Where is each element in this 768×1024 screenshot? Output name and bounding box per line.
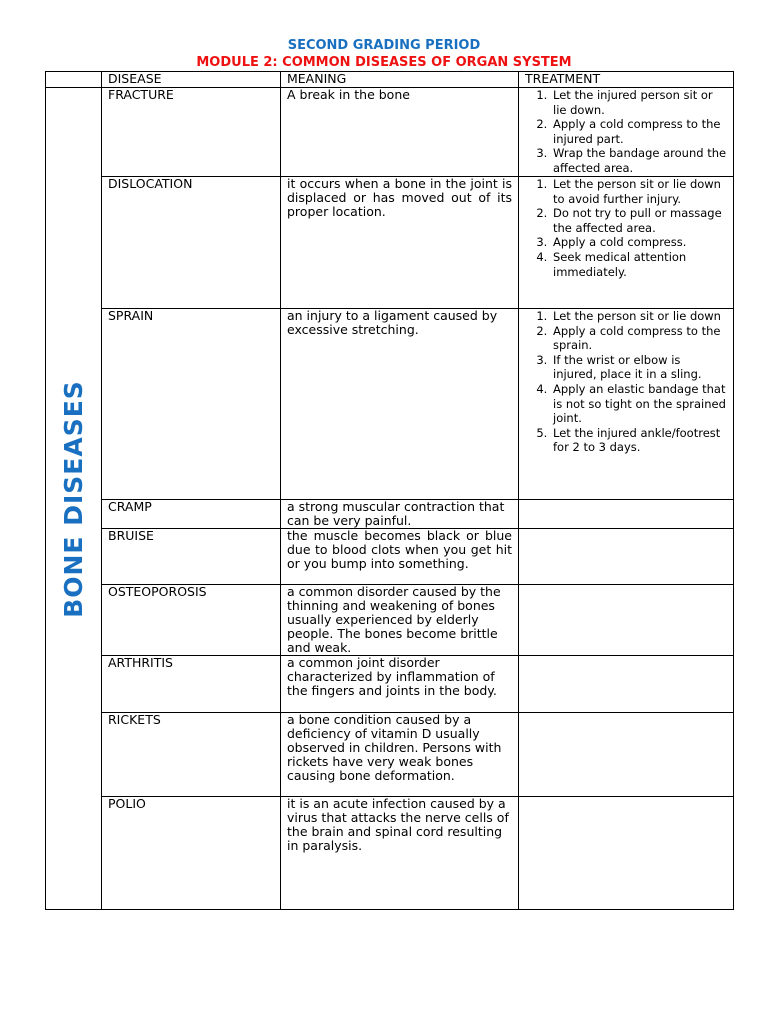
table-row <box>46 177 734 309</box>
treatment-cell <box>519 500 734 529</box>
meaning-cell: a strong muscular contraction that can be very painful. <box>281 500 519 529</box>
bone-diseases-label: BONE DISEASES <box>58 379 88 618</box>
treatment-item: 5. Let the injured ankle/footrest for 2 to 3 days. <box>551 426 727 455</box>
table-row <box>46 529 734 585</box>
table-row <box>46 713 734 797</box>
meaning-cell: the muscle becomes black or blue due to blood clots when you get hit or you bump into something. <box>281 529 519 585</box>
header-treatment: TREATMENT <box>519 72 734 88</box>
table-row <box>46 309 734 500</box>
meaning-cell: an injury to a ligament caused by excessive stretching. <box>281 309 519 500</box>
treatment-list <box>525 309 727 455</box>
table-row <box>46 500 734 529</box>
meaning-cell: it occurs when a bone in the joint is displaced or has moved out of its proper location. <box>281 177 519 309</box>
treatment-list <box>525 177 727 279</box>
disease-cell: DISLOCATION <box>102 177 281 309</box>
disease-cell: BRUISE <box>102 529 281 585</box>
treatment-cell <box>519 177 734 309</box>
treatment-cell <box>519 309 734 500</box>
side-label-cell <box>46 88 102 910</box>
table-row <box>46 656 734 713</box>
treatment-cell <box>519 713 734 797</box>
meaning-cell: a common joint disorder characterized by inflammation of the fingers and joints in the body. <box>281 656 519 713</box>
treatment-item: 4. Apply an elastic bandage that is not so tight on the sprained joint. <box>551 382 727 426</box>
disease-cell: POLIO <box>102 797 281 910</box>
treatment-item: 2. Do not try to pull or massage the affected area. <box>551 206 727 235</box>
header-blank-cell <box>46 72 102 88</box>
disease-cell: CRAMP <box>102 500 281 529</box>
treatment-item: 3. If the wrist or elbow is injured, place it in a sling. <box>551 353 727 382</box>
treatment-item: 3. Wrap the bandage around the affected area. <box>551 146 727 175</box>
table-row <box>46 585 734 656</box>
treatment-cell <box>519 656 734 713</box>
treatment-item: 1. Let the injured person sit or lie down. <box>551 88 727 117</box>
table-row <box>46 88 734 177</box>
disease-cell: FRACTURE <box>102 88 281 177</box>
table-header-row <box>46 72 734 88</box>
meaning-cell: a common disorder caused by the thinning and weakening of bones usually experienced by elderly people. The bones become brittle and weak. <box>281 585 519 656</box>
treatment-list <box>525 88 727 176</box>
treatment-item: 1. Let the person sit or lie down to avoid further injury. <box>551 177 727 206</box>
treatment-cell <box>519 585 734 656</box>
treatment-cell <box>519 88 734 177</box>
treatment-item: 4. Seek medical attention immediately. <box>551 250 727 279</box>
treatment-item: 1. Let the person sit or lie down <box>551 309 727 324</box>
treatment-item: 2. Apply a cold compress to the sprain. <box>551 324 727 353</box>
meaning-cell: a bone condition caused by a deficiency of vitamin D usually observed in children. Persons with rickets have very weak bones causing bone deformation. <box>281 713 519 797</box>
table-row <box>46 797 734 910</box>
treatment-item: 2. Apply a cold compress to the injured part. <box>551 117 727 146</box>
header-disease: DISEASE <box>102 72 281 88</box>
disease-cell: RICKETS <box>102 713 281 797</box>
meaning-cell: A break in the bone <box>281 88 519 177</box>
diseases-table <box>45 71 734 910</box>
period-title: SECOND GRADING PERIOD <box>287 38 481 53</box>
treatment-cell <box>519 529 734 585</box>
disease-cell: SPRAIN <box>102 309 281 500</box>
treatment-cell <box>519 797 734 910</box>
header-meaning: MEANING <box>281 72 519 88</box>
disease-cell: OSTEOPOROSIS <box>102 585 281 656</box>
disease-cell: ARTHRITIS <box>102 656 281 713</box>
meaning-cell: it is an acute infection caused by a virus that attacks the nerve cells of the brain and spinal cord resulting in paralysis. <box>281 797 519 910</box>
treatment-item: 3. Apply a cold compress. <box>551 235 727 250</box>
module-title: MODULE 2: COMMON DISEASES OF ORGAN SYSTEM <box>196 55 572 70</box>
